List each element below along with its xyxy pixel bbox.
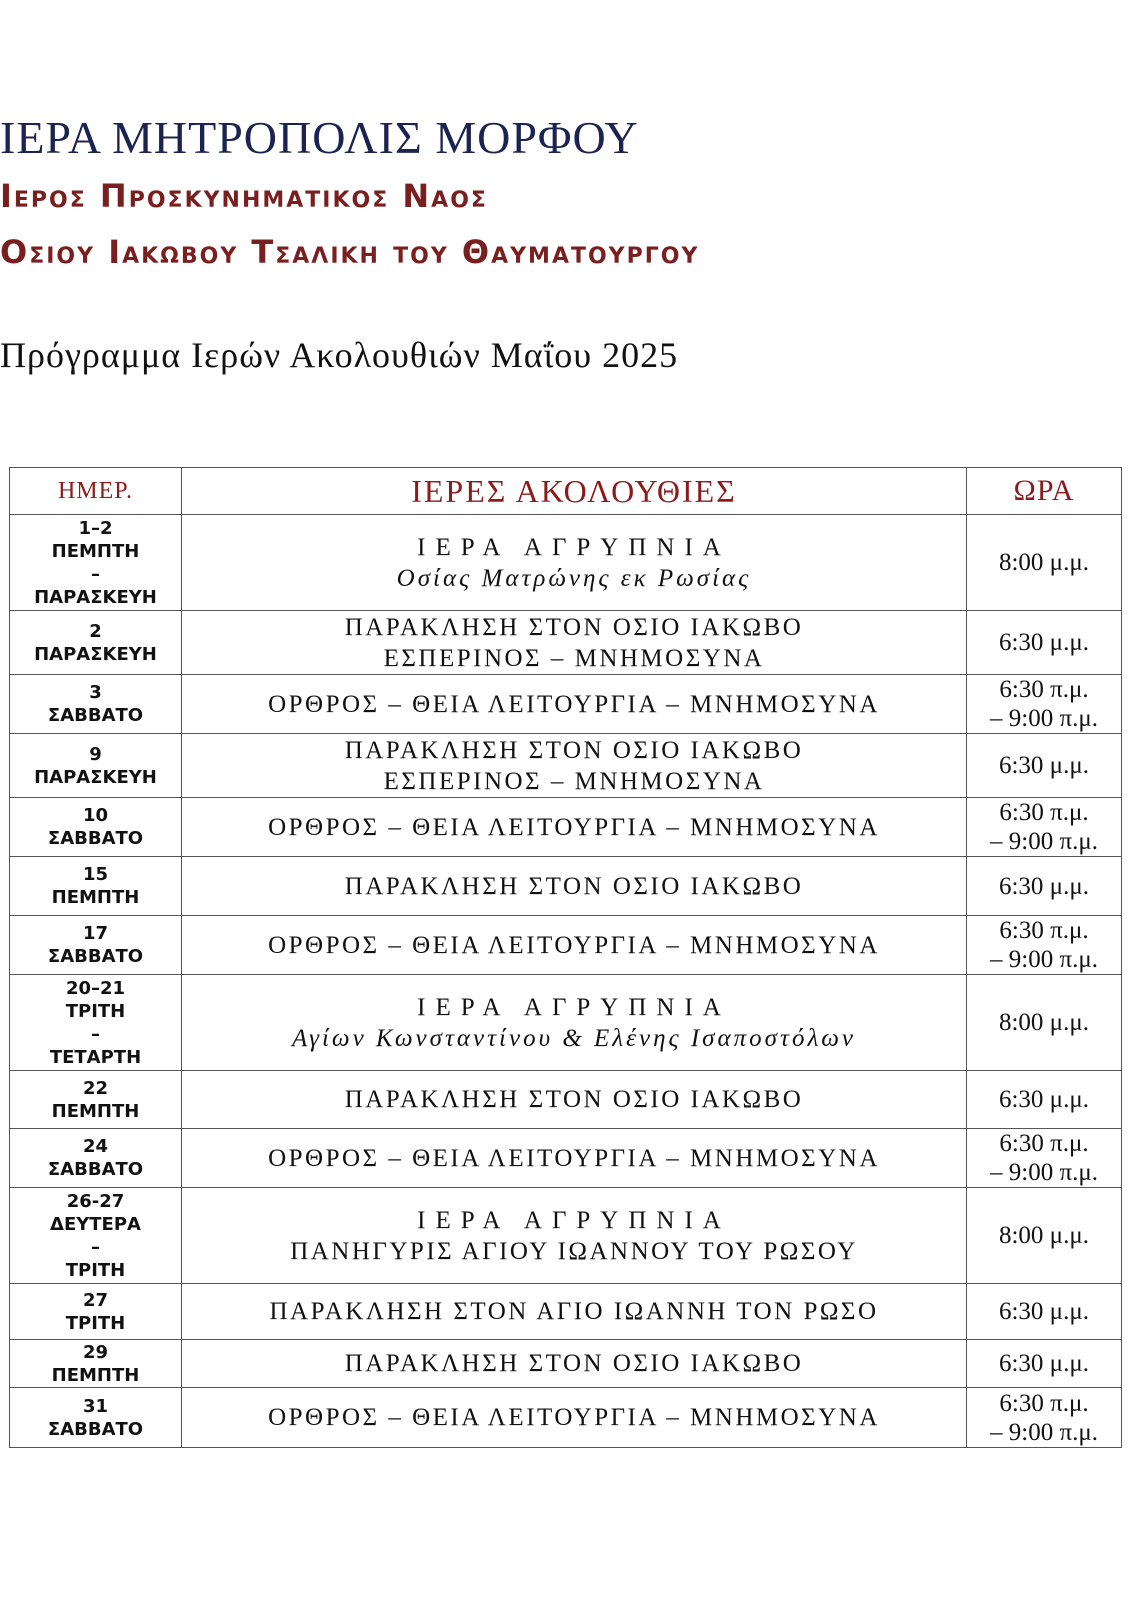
saint-title: Οσιου Ιακωβου Τσαλικη του Θαυματουργου xyxy=(0,233,700,271)
time-line: 6:30 π.μ. xyxy=(999,799,1089,826)
day-line: ΠΑΡΑΣΚΕΥΗ xyxy=(34,586,157,608)
day-cell xyxy=(10,515,182,611)
time-cell xyxy=(967,1188,1122,1284)
time-line: – 9:00 π.μ. xyxy=(990,705,1098,732)
day-line: ΤΡΙΤΗ xyxy=(65,1259,126,1281)
schedule-title: Πρόγραμμα Ιερών Ακολουθιών Μαΐου 2025 xyxy=(0,335,679,375)
day-line: – xyxy=(91,1236,100,1258)
services-table xyxy=(9,467,1122,1448)
service-line: ΙΕΡΑ ΑΓΡΥΠΝΙΑ xyxy=(417,1206,731,1234)
time-line: 6:30 π.μ. xyxy=(999,1130,1089,1157)
table-row xyxy=(10,916,1122,975)
day-line: ΣΑΒΒΑΤΟ xyxy=(47,828,144,849)
day-cell xyxy=(10,1129,182,1188)
time-line: 6:30 μ.μ. xyxy=(998,1298,1089,1325)
time-line: 6:30 μ.μ. xyxy=(998,1086,1089,1113)
service-cell xyxy=(182,611,967,675)
day-line: 10 xyxy=(82,805,109,826)
service-line: ΙΕΡΑ ΑΓΡΥΠΝΙΑ xyxy=(417,533,731,561)
table-row xyxy=(10,1129,1122,1188)
time-cell xyxy=(967,1388,1122,1448)
table-row xyxy=(10,734,1122,798)
time-cell xyxy=(967,857,1122,916)
time-line: 6:30 μ.μ. xyxy=(998,872,1089,900)
service-line: ΠΑΡΑΚΛΗΣΗ ΣΤΟΝ ΟΣΙΟ ΙΑΚΩΒΟ xyxy=(344,613,804,641)
service-cell xyxy=(182,1188,967,1284)
time-cell xyxy=(967,975,1122,1071)
day-line: 26-27 xyxy=(66,1190,125,1212)
service-line: ΟΡΘΡΟΣ – ΘΕΙΑ ΛΕΙΤΟΥΡΓΙΑ – ΜΝΗΜΟΣΥΝΑ xyxy=(268,1144,880,1172)
service-line: ΟΡΘΡΟΣ – ΘΕΙΑ ΛΕΙΤΟΥΡΓΙΑ – ΜΝΗΜΟΣΥΝΑ xyxy=(268,931,880,959)
time-cell xyxy=(967,1071,1122,1129)
day-line: 22 xyxy=(82,1077,109,1099)
table-row xyxy=(10,675,1122,734)
table-row xyxy=(10,975,1122,1071)
time-cell xyxy=(967,675,1122,734)
service-line: ΕΣΠΕΡΙΝΟΣ – ΜΝΗΜΟΣΥΝΑ xyxy=(383,767,765,795)
day-cell xyxy=(10,675,182,734)
day-line: 20–21 xyxy=(65,977,126,999)
time-line: – 9:00 π.μ. xyxy=(990,1159,1098,1186)
time-line: 8:00 μ.μ. xyxy=(998,1222,1089,1249)
day-line: 29 xyxy=(82,1341,109,1363)
table-header-row xyxy=(10,468,1122,515)
day-column-header: ΗΜΕΡ. xyxy=(10,468,182,515)
day-line: ΣΑΒΒΑΤΟ xyxy=(47,705,144,726)
time-line: 8:00 μ.μ. xyxy=(998,549,1089,576)
service-cell xyxy=(182,857,967,916)
time-cell xyxy=(967,1340,1122,1388)
day-cell xyxy=(10,1284,182,1340)
time-line: 6:30 π.μ. xyxy=(999,676,1089,703)
service-line: Οσίας Ματρώνης εκ Ρωσίας xyxy=(396,564,752,592)
table-row xyxy=(10,1388,1122,1448)
day-line: 17 xyxy=(82,923,109,944)
time-line: 6:30 μ.μ. xyxy=(998,752,1089,779)
time-line: – 9:00 π.μ. xyxy=(990,946,1098,973)
service-line: ΠΑΡΑΚΛΗΣΗ ΣΤΟΝ ΟΣΙΟ ΙΑΚΩΒΟ xyxy=(344,736,804,764)
time-cell xyxy=(967,1284,1122,1340)
day-line: ΔΕΥΤΕΡΑ xyxy=(50,1213,141,1235)
service-cell xyxy=(182,975,967,1071)
table-row xyxy=(10,1284,1122,1340)
time-cell xyxy=(967,734,1122,798)
table-row xyxy=(10,798,1122,857)
church-title: Ιερος Προσκυνηματικος Ναος xyxy=(0,177,488,215)
day-line: 3 xyxy=(89,682,102,703)
time-line: 6:30 π.μ. xyxy=(999,1389,1089,1417)
day-cell xyxy=(10,611,182,675)
day-line: – xyxy=(91,563,100,585)
service-line: ΠΑΡΑΚΛΗΣΗ ΣΤΟΝ ΟΣΙΟ ΙΑΚΩΒΟ xyxy=(344,872,804,900)
service-line: ΕΣΠΕΡΙΝΟΣ – ΜΝΗΜΟΣΥΝΑ xyxy=(383,644,765,672)
service-line: ΠΑΝΗΓΥΡΙΣ ΑΓΙΟΥ ΙΩΑΝΝΟΥ ΤΟΥ ΡΩΣΟΥ xyxy=(290,1237,858,1265)
service-line: ΠΑΡΑΚΛΗΣΗ ΣΤΟΝ ΟΣΙΟ ΙΑΚΩΒΟ xyxy=(344,1350,804,1377)
service-line: ΟΡΘΡΟΣ – ΘΕΙΑ ΛΕΙΤΟΥΡΓΙΑ – ΜΝΗΜΟΣΥΝΑ xyxy=(268,1404,880,1431)
table-row xyxy=(10,857,1122,916)
service-cell xyxy=(182,1340,967,1388)
day-line: ΤΡΙΤΗ xyxy=(65,1000,126,1022)
service-cell xyxy=(182,1071,967,1129)
day-line: – xyxy=(91,1023,100,1045)
day-line: ΠΑΡΑΣΚΕΥΗ xyxy=(34,643,157,665)
time-cell xyxy=(967,1129,1122,1188)
service-cell xyxy=(182,675,967,734)
service-cell xyxy=(182,1284,967,1340)
time-line: – 9:00 π.μ. xyxy=(990,828,1098,855)
time-cell xyxy=(967,798,1122,857)
service-line: ΟΡΘΡΟΣ – ΘΕΙΑ ΛΕΙΤΟΥΡΓΙΑ – ΜΝΗΜΟΣΥΝΑ xyxy=(268,813,880,841)
day-cell xyxy=(10,975,182,1071)
day-line: 9 xyxy=(89,743,102,765)
day-line: ΣΑΒΒΑΤΟ xyxy=(47,946,144,967)
day-line: 27 xyxy=(82,1289,109,1311)
service-cell xyxy=(182,1129,967,1188)
day-line: ΣΑΒΒΑΤΟ xyxy=(47,1159,144,1180)
day-cell xyxy=(10,1188,182,1284)
day-line: ΤΕΤΑΡΤΗ xyxy=(49,1046,142,1068)
service-line: ΟΡΘΡΟΣ – ΘΕΙΑ ΛΕΙΤΟΥΡΓΙΑ – ΜΝΗΜΟΣΥΝΑ xyxy=(268,690,880,718)
service-cell xyxy=(182,734,967,798)
service-cell xyxy=(182,515,967,611)
day-line: 24 xyxy=(82,1136,109,1157)
time-line: 6:30 π.μ. xyxy=(999,917,1089,944)
time-line: 6:30 μ.μ. xyxy=(998,1350,1089,1377)
time-column-header: ΩΡΑ xyxy=(967,468,1122,515)
day-line: ΠΕΜΠΤΗ xyxy=(51,1364,140,1386)
service-line: ΠΑΡΑΚΛΗΣΗ ΣΤΟΝ ΟΣΙΟ ΙΑΚΩΒΟ xyxy=(344,1086,804,1113)
table-row xyxy=(10,515,1122,611)
day-line: ΣΑΒΒΑΤΟ xyxy=(47,1418,144,1440)
time-line: – 9:00 π.μ. xyxy=(990,1418,1098,1446)
day-line: 15 xyxy=(82,864,109,885)
day-cell xyxy=(10,734,182,798)
time-line: 8:00 μ.μ. xyxy=(998,1009,1089,1036)
table-row xyxy=(10,1188,1122,1284)
day-line: ΤΡΙΤΗ xyxy=(65,1312,126,1334)
service-column-header: ΙΕΡΕΣ ΑΚΟΛΟΥΘΙΕΣ xyxy=(182,468,967,515)
metropolis-title: ΙΕΡΑ ΜΗΤΡΟΠΟΛΙΣ ΜΟΡΦΟΥ xyxy=(0,112,639,163)
day-cell xyxy=(10,857,182,916)
day-line: ΠΕΜΠΤΗ xyxy=(51,540,140,562)
table-body xyxy=(10,515,1122,1448)
day-line: 1–2 xyxy=(78,517,113,539)
service-line: ΙΕΡΑ ΑΓΡΥΠΝΙΑ xyxy=(417,993,731,1021)
day-cell xyxy=(10,1388,182,1448)
service-cell xyxy=(182,798,967,857)
day-line: ΠΕΜΠΤΗ xyxy=(51,1100,140,1122)
day-cell xyxy=(10,798,182,857)
day-line: ΠΑΡΑΣΚΕΥΗ xyxy=(34,766,157,788)
day-cell xyxy=(10,1340,182,1388)
time-line: 6:30 μ.μ. xyxy=(998,629,1089,656)
day-cell xyxy=(10,1071,182,1129)
service-line: Αγίων Κωνσταντίνου & Ελένης Ισαποστόλων xyxy=(291,1024,857,1052)
table-row xyxy=(10,1071,1122,1129)
day-line: 31 xyxy=(82,1395,109,1417)
time-cell xyxy=(967,515,1122,611)
day-line: ΠΕΜΠΤΗ xyxy=(51,887,140,908)
day-line: 2 xyxy=(89,620,102,642)
service-line: ΠΑΡΑΚΛΗΣΗ ΣΤΟΝ ΑΓΙΟ ΙΩΑΝΝΗ ΤΟΝ ΡΩΣΟ xyxy=(269,1298,879,1325)
day-cell xyxy=(10,916,182,975)
time-cell xyxy=(967,916,1122,975)
table-row xyxy=(10,611,1122,675)
table-row xyxy=(10,1340,1122,1388)
time-cell xyxy=(967,611,1122,675)
service-cell xyxy=(182,916,967,975)
service-cell xyxy=(182,1388,967,1448)
